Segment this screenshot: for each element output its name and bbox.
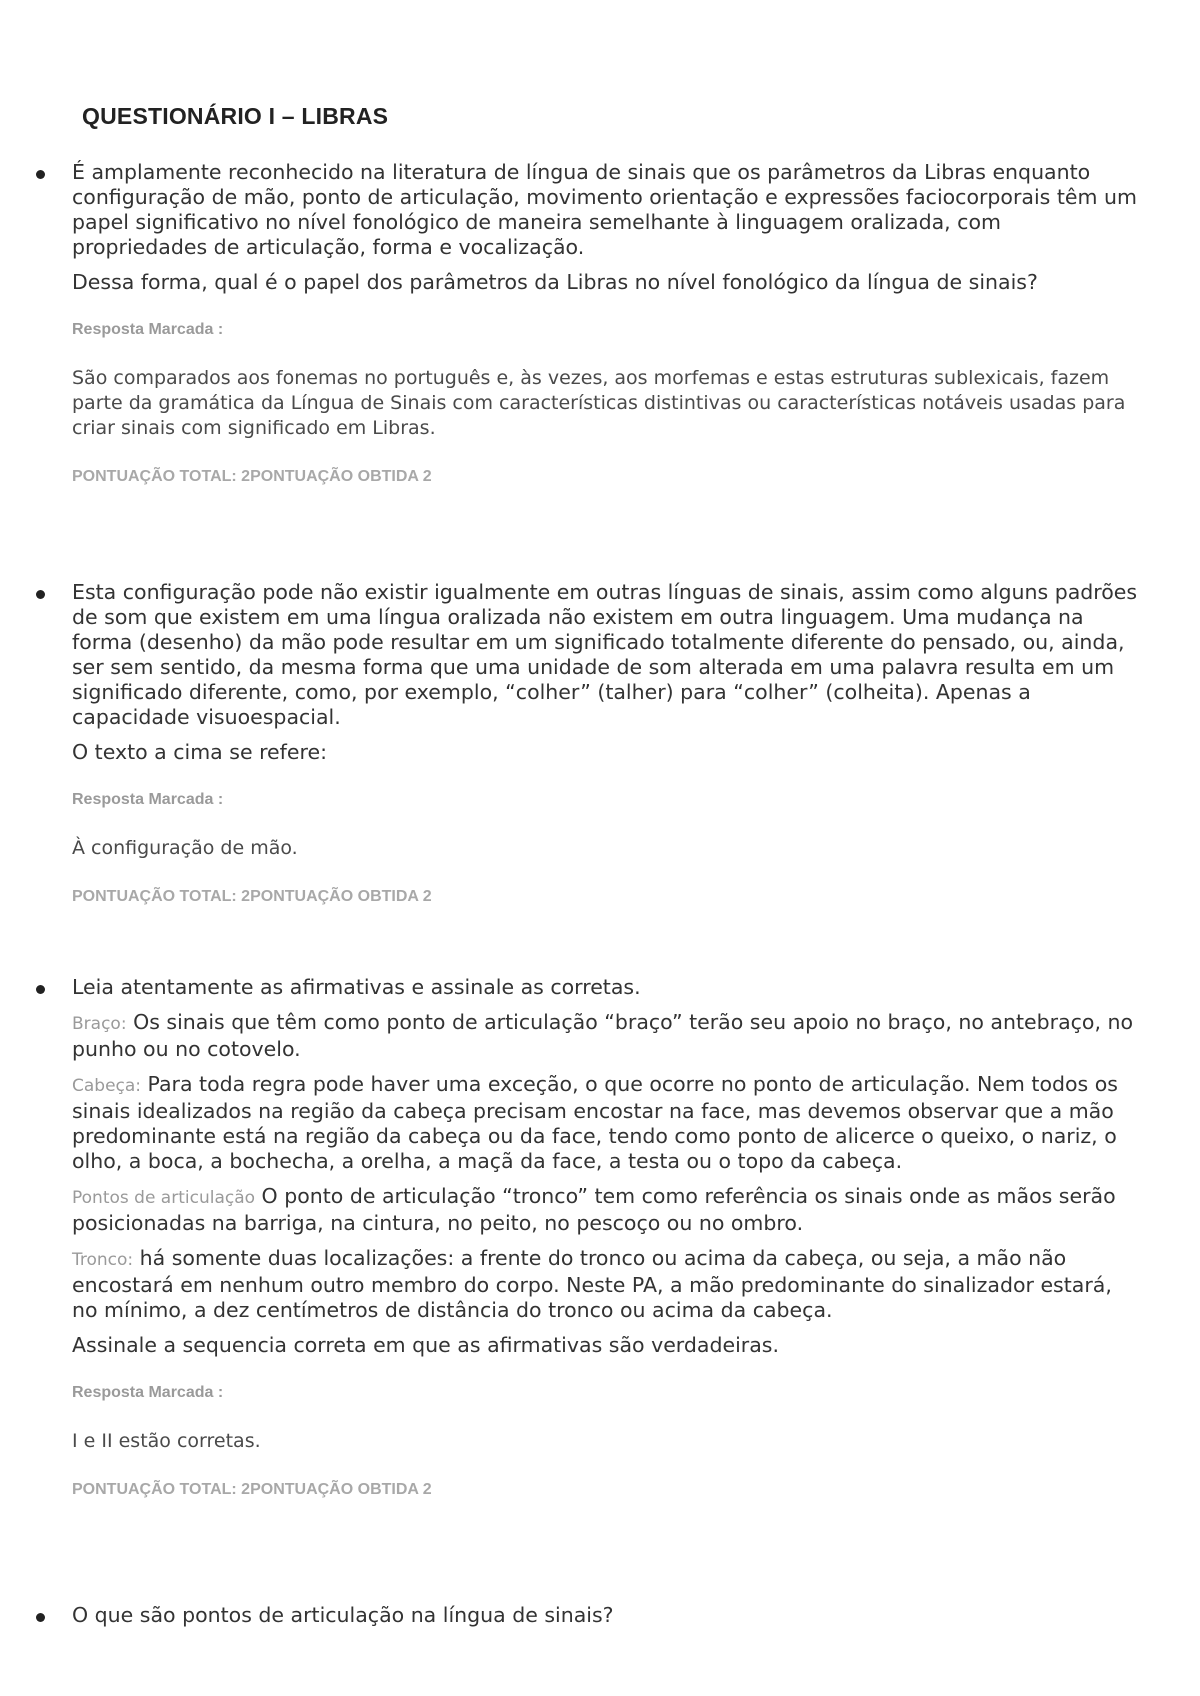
answer-label: Resposta Marcada :	[72, 791, 224, 808]
bullet-icon	[36, 985, 45, 994]
question-prompt: Assinale a sequencia correta em que as afirmativas são verdadeiras.	[72, 1333, 779, 1357]
statement-key: Tronco:	[72, 1250, 134, 1270]
statement-text: O ponto de articulação “tronco” tem como referência os sinais onde as mãos serão posicionadas na barriga, na cintura, no peito, no pescoço ou no ombro.	[72, 1184, 1116, 1235]
question-item	[72, 1603, 1142, 1628]
statement-key: Braço:	[72, 1014, 127, 1034]
bullet-icon	[36, 170, 45, 179]
bullet-icon	[36, 1613, 45, 1622]
marked-answer: À configuração de mão.	[72, 837, 298, 859]
statement-cabeca	[72, 1072, 1142, 1174]
statement-text: Para toda regra pode haver uma exceção, o que ocorre no ponto de articulação. Nem todos os sinais idealizados na região da cabeça precisam encostar na face, mas devemos observar que a mão predominante está na região da cabeça ou da face, tendo como ponto de alicerce o queixo, o nariz, o olho, a boca, a bochecha, a orelha, a maçã da face, a testa ou o topo da cabeça.	[72, 1072, 1118, 1173]
marked-answer: São comparados aos fonemas no português e, às vezes, aos morfemas e estas estruturas sublexicais, fazem parte da gramática da Língua de Sinais com características distintivas ou características notáveis usadas para criar sinais com significado em Libras.	[72, 367, 1126, 439]
statement-text: há somente duas localizações: a frente do tronco ou acima da cabeça, ou seja, a mão não encostará em nenhum outro membro do corpo. Neste PA, a mão predominante do sinalizador estará, no mínimo, a dez centímetros de distância do tronco ou acima da cabeça.	[72, 1246, 1112, 1322]
statement-tronco	[72, 1246, 1142, 1323]
statement-key: Pontos de articulação	[72, 1188, 256, 1208]
answer-label: Resposta Marcada :	[72, 321, 224, 338]
statement-text: Os sinais que têm como ponto de articulação “braço” terão seu apoio no braço, no antebraço, no punho ou no cotovelo.	[72, 1010, 1134, 1061]
statement-key: Cabeça:	[72, 1076, 142, 1096]
question-prompt: Dessa forma, qual é o papel dos parâmetros da Libras no nível fonológico da língua de sinais?	[72, 270, 1038, 294]
statement-braco	[72, 1010, 1142, 1062]
question-text: Esta configuração pode não existir igualmente em outras línguas de sinais, assim como alguns padrões de som que existem em uma língua oralizada não existem em outra linguagem. Uma mudança na forma (desenho) da mão pode resultar em um significado totalmente diferente do pensado, ou, ainda, ser sem sentido, da mesma forma que uma unidade de som alterada em uma palavra resulta em um significado diferente, como, por exemplo, “colher” (talher) para “colher” (colheita). Apenas a capacidade visuoespacial.	[72, 580, 1138, 729]
question-text: Leia atentamente as afirmativas e assinale as corretas.	[72, 975, 641, 999]
statement-pontos-de-articulacao	[72, 1184, 1142, 1236]
question-item	[72, 975, 1142, 1500]
question-text: É amplamente reconhecido na literatura de língua de sinais que os parâmetros da Libras enquanto configuração de mão, ponto de articulação, movimento orientação e expressões faciocorporais têm um papel significativo no nível fonológico de maneira semelhante à linguagem oralizada, com propriedades de articulação, forma e vocalização.	[72, 160, 1137, 259]
score-line: PONTUAÇÃO TOTAL: 2PONTUAÇÃO OBTIDA 2	[72, 888, 432, 905]
question-prompt: O texto a cima se refere:	[72, 740, 327, 764]
page-title: QUESTIONÁRIO I – LIBRAS	[82, 103, 389, 129]
marked-answer: I e II estão corretas.	[72, 1430, 261, 1452]
question-item	[72, 580, 1142, 907]
question-item	[72, 160, 1142, 487]
bullet-icon	[36, 590, 45, 599]
score-line: PONTUAÇÃO TOTAL: 2PONTUAÇÃO OBTIDA 2	[72, 468, 432, 485]
question-text: O que são pontos de articulação na língua de sinais?	[72, 1603, 614, 1627]
answer-label: Resposta Marcada :	[72, 1384, 224, 1401]
score-line: PONTUAÇÃO TOTAL: 2PONTUAÇÃO OBTIDA 2	[72, 1481, 432, 1498]
